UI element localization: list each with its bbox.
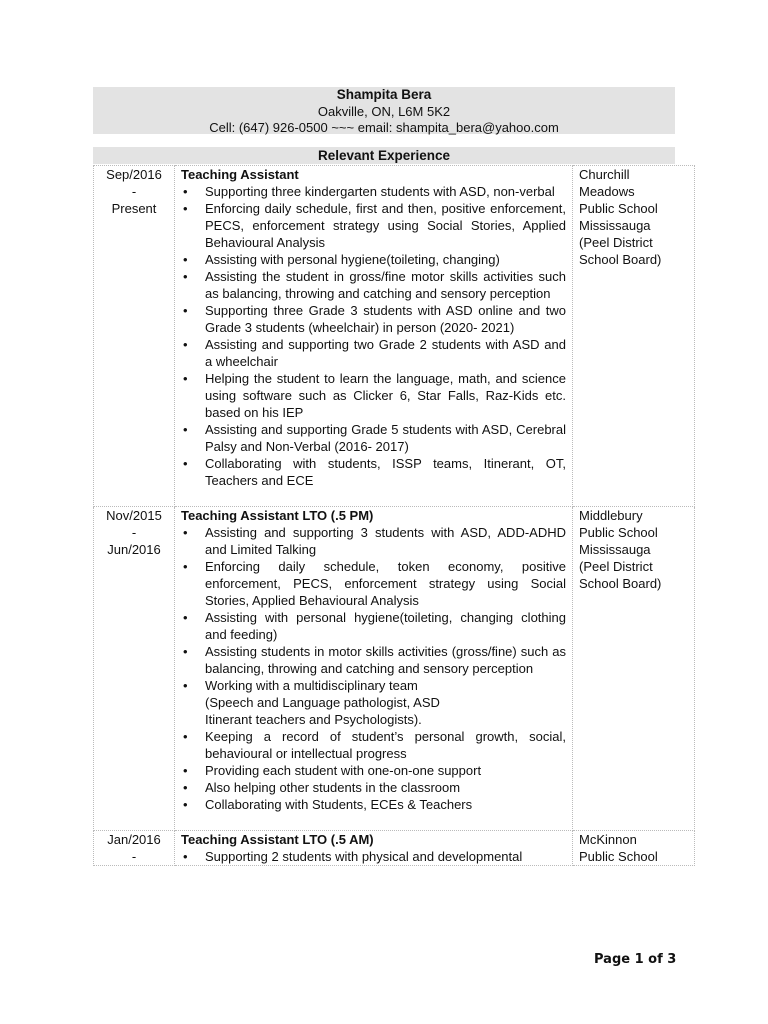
job-school: Middlebury Public School Mississauga (Peel District School Board) [573,507,695,831]
candidate-name: Shampita Bera [336,87,432,102]
duty-item: • Helping the student to learn the language, math, and science using software such as Clicker 6, Star Falls, Raz-Kids etc. based on his IEP [181,370,566,421]
candidate-contact: Cell: (647) 926-0500 ~~~ email: shampita_bera@yahoo.com [209,120,559,135]
duty-item: • Enforcing daily schedule, token economy, positive enforcement, PECS, enforcement strategy using Social Stories, Applied Behavioural Analysis [181,558,566,609]
duty-item: • Working with a multidisciplinary team (Speech and Language pathologist, ASD Itinerant teachers and Psychologists). [181,677,566,728]
duty-item: • Assisting students in motor skills activities (gross/fine) such as balancing, throwing and catching and sensory perception [181,643,566,677]
job-school: Churchill Meadows Public School Mississauga (Peel District School Board) [573,166,695,507]
job-role: Teaching Assistant LTO (.5 PM) [181,508,374,523]
duty-item: • Assisting and supporting 3 students with ASD, ADD-ADHD and Limited Talking [181,524,566,558]
duty-list [181,848,566,865]
job-duties [175,507,573,831]
duty-item: • Assisting and supporting Grade 5 students with ASD, Cerebral Palsy and Non-Verbal (2016- 2017) [181,421,566,455]
duty-item: • Assisting with personal hygiene(toileting, changing) [181,251,566,268]
resume-header [93,87,675,134]
section-title: Relevant Experience [93,147,675,164]
duty-item: • Collaborating with Students, ECEs & Teachers [181,796,566,813]
job-role: Teaching Assistant [181,167,299,182]
duty-item: • Providing each student with one-on-one support [181,762,566,779]
experience-row [94,166,695,507]
job-date: Sep/2016 - Present [94,166,175,507]
page-number: Page 1 of 3 [594,952,677,967]
duty-item: • Assisting and supporting two Grade 2 students with ASD and a wheelchair [181,336,566,370]
experience-table [93,165,695,866]
duty-item: • Supporting three kindergarten students with ASD, non-verbal [181,183,566,200]
experience-row [94,507,695,831]
job-role: Teaching Assistant LTO (.5 AM) [181,832,374,847]
job-date: Nov/2015 - Jun/2016 [94,507,175,831]
job-duties [175,831,573,866]
experience-row [94,831,695,866]
job-school: McKinnon Public School [573,831,695,866]
duty-item: • Keeping a record of student’s personal growth, social, behavioural or intellectual progress [181,728,566,762]
job-duties [175,166,573,507]
duty-list [181,524,566,813]
candidate-address: Oakville, ON, L6M 5K2 [317,103,451,119]
duty-item: • Collaborating with students, ISSP teams, Itinerant, OT, Teachers and ECE [181,455,566,489]
duty-item: • Enforcing daily schedule, first and then, positive enforcement, PECS, enforcement strategy using Social Stories, Applied Behavioural Analysis [181,200,566,251]
duty-item: • Supporting 2 students with physical and developmental [181,848,566,865]
duty-item: • Also helping other students in the classroom [181,779,566,796]
duty-item: • Supporting three Grade 3 students with ASD online and two Grade 3 students (wheelchair) in person (2020- 2021) [181,302,566,336]
duty-item: • Assisting the student in gross/fine motor skills activities such as balancing, throwing and catching and sensory perception [181,268,566,302]
job-date: Jan/2016 - [94,831,175,866]
duty-item: • Assisting with personal hygiene(toileting, changing clothing and feeding) [181,609,566,643]
duty-list [181,183,566,489]
